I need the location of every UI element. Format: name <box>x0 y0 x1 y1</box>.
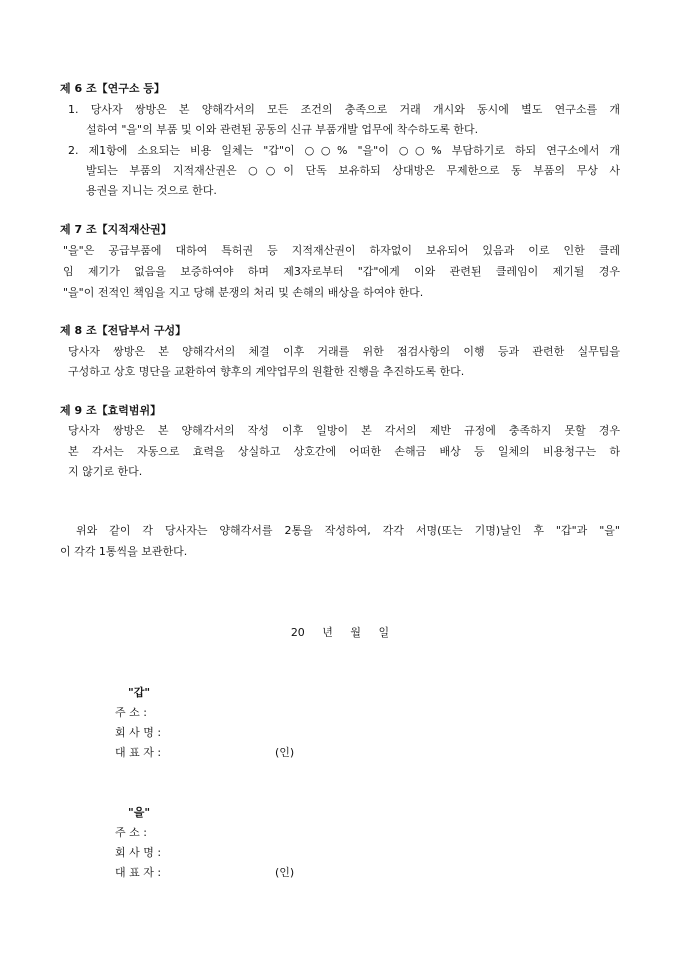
article-8-line-2: 구성하고 상호 명단을 교환하여 향후의 계약업무의 원활한 진행을 추진하도록 한다. <box>68 365 465 378</box>
article-7-line-3: "을"이 전적인 책임을 지고 당해 분쟁의 처리 및 손해의 배상을 하여야 한다. <box>63 286 424 299</box>
article-6-heading: 제 6 조【연구소 등】 <box>60 82 165 95</box>
party-gap-company-label: 회 사 명 : <box>115 726 162 739</box>
article-6-item-2-line-1: 2. 제1항에 소요되는 비용 일체는 "갑"이 ○○% "을"이 ○○% 부담하기로 하되 연구소에서 개 <box>68 144 620 157</box>
party-gap-representative-label: 대 표 자 : <box>115 746 162 759</box>
article-8-line-1: 당사자 쌍방은 본 양해각서의 체결 이후 거래를 위한 점검사항의 이행 등과 관련한 실무팀을 <box>68 345 620 358</box>
party-gap-seal: (인) <box>275 746 295 759</box>
closing-line-1: 위와 같이 각 당사자는 양해각서를 2통을 작성하여, 각각 서명(또는 기명)날인 후 "갑"과 "을" <box>76 524 620 537</box>
signing-date: 20 년 월 일 <box>290 626 390 639</box>
article-9-line-2: 본 각서는 자동으로 효력을 상실하고 상호간에 어떠한 손해금 배상 등 일체의 비용청구는 하 <box>68 445 620 458</box>
article-9-heading: 제 9 조【효력범위】 <box>60 404 162 417</box>
article-8-heading: 제 8 조【전담부서 구성】 <box>60 324 187 337</box>
article-7-line-1: "을"은 공급부품에 대하여 특허권 등 지적재산권이 하자없이 보유되어 있음과 이로 인한 클레 <box>63 244 620 257</box>
party-eul-title: "을" <box>128 806 151 819</box>
closing-line-2: 이 각각 1통씩을 보관한다. <box>60 545 188 558</box>
article-6-item-2-line-3: 용권을 지니는 것으로 한다. <box>86 184 217 197</box>
party-eul-address-label: 주 소 : <box>115 826 147 839</box>
party-eul-representative-label: 대 표 자 : <box>115 866 162 879</box>
article-9-line-3: 지 않기로 한다. <box>68 465 143 478</box>
article-6-item-1-line-1: 1. 당사자 쌍방은 본 양해각서의 모든 조건의 충족으로 거래 개시와 동시에 별도 연구소를 개 <box>68 103 620 116</box>
article-6-item-2-line-2: 발되는 부품의 지적재산권은 ○○이 단독 보유하되 상대방은 무제한으로 동 부품의 무상 사 <box>86 164 620 177</box>
party-eul-company-label: 회 사 명 : <box>115 846 162 859</box>
party-eul-seal: (인) <box>275 866 295 879</box>
party-gap-address-label: 주 소 : <box>115 706 147 719</box>
article-7-heading: 제 7 조【지적재산권】 <box>60 223 172 236</box>
party-gap-title: "갑" <box>128 686 151 699</box>
article-6-item-1-line-2: 설하여 "을"의 부품 및 이와 관련된 공동의 신규 부품개발 업무에 착수하도록 한다. <box>86 123 479 136</box>
article-9-line-1: 당사자 쌍방은 본 양해각서의 작성 이후 일방이 본 각서의 제반 규정에 충족하지 못할 경우 <box>68 424 620 437</box>
article-7-line-2: 임 제기가 없음을 보증하여야 하며 제3자로부터 "갑"에게 이와 관련된 클레임이 제기될 경우 <box>63 265 620 278</box>
